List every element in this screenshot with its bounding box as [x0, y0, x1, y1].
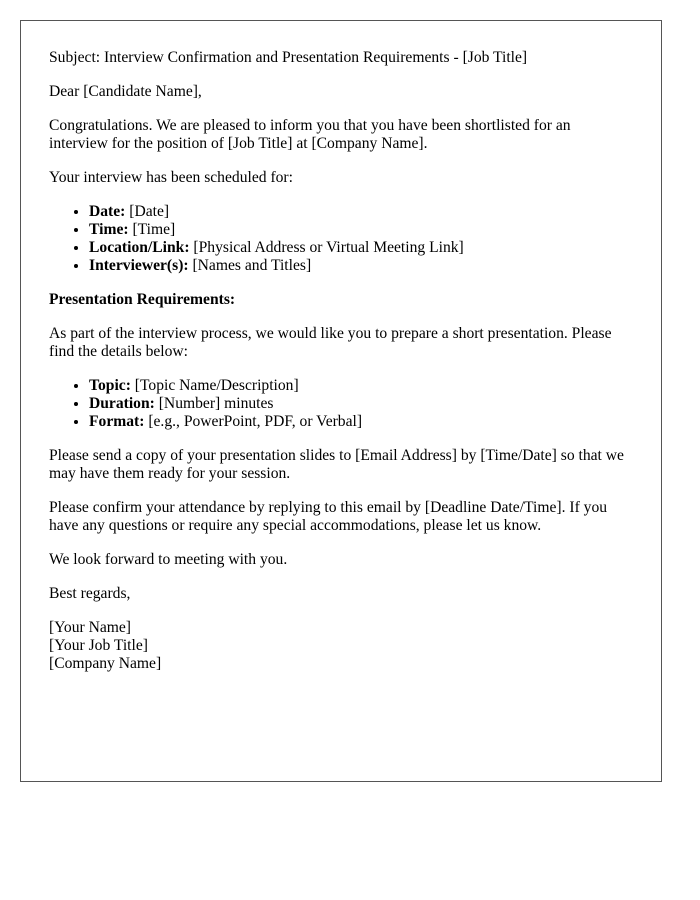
- schedule-label: Date:: [89, 203, 126, 220]
- schedule-value: [Date]: [125, 203, 170, 220]
- signature-company: [Company Name]: [49, 655, 162, 672]
- confirm-note: Please confirm your attendance by replying to this email by [Deadline Date/Time]. If you have any questions or require any special accommodations, please let us know.: [49, 499, 608, 534]
- presentation-item-duration: [89, 395, 633, 413]
- schedule-value: [Names and Titles]: [188, 257, 312, 274]
- schedule-label: Interviewer(s):: [89, 257, 189, 274]
- signature-name: [Your Name]: [49, 619, 132, 636]
- presentation-item-format: [89, 413, 633, 431]
- schedule-item-time: [89, 221, 633, 239]
- presentation-label: Format:: [89, 413, 145, 430]
- schedule-intro: Your interview has been scheduled for:: [49, 169, 293, 186]
- subject-line: Subject: Interview Confirmation and Presentation Requirements - [Job Title]: [49, 49, 528, 66]
- schedule-item-interviewers: [89, 257, 633, 275]
- closing-line: We look forward to meeting with you.: [49, 551, 288, 568]
- letter-document: [20, 20, 662, 782]
- schedule-list: [49, 203, 633, 275]
- presentation-item-topic: [89, 377, 633, 395]
- presentation-value: [e.g., PowerPoint, PDF, or Verbal]: [144, 413, 363, 430]
- presentation-list: [49, 377, 633, 431]
- schedule-item-date: [89, 203, 633, 221]
- signature-block: [49, 619, 633, 673]
- schedule-item-location: [89, 239, 633, 257]
- intro-paragraph: Congratulations. We are pleased to inform you that you have been shortlisted for an interview for the position of [Job Title] at [Company Name].: [49, 117, 571, 152]
- presentation-label: Topic:: [89, 377, 131, 394]
- schedule-label: Time:: [89, 221, 129, 238]
- presentation-heading: Presentation Requirements:: [49, 291, 236, 308]
- sign-off: Best regards,: [49, 585, 131, 602]
- presentation-value: [Topic Name/Description]: [130, 377, 299, 394]
- slides-note: Please send a copy of your presentation slides to [Email Address] by [Time/Date] so that we may have them ready for your session.: [49, 447, 624, 482]
- presentation-intro: As part of the interview process, we would like you to prepare a short presentation. Please find the details below:: [49, 325, 612, 360]
- signature-title: [Your Job Title]: [49, 637, 148, 654]
- schedule-value: [Physical Address or Virtual Meeting Link]: [189, 239, 464, 256]
- presentation-value: [Number] minutes: [154, 395, 274, 412]
- schedule-value: [Time]: [128, 221, 176, 238]
- schedule-label: Location/Link:: [89, 239, 190, 256]
- salutation: Dear [Candidate Name],: [49, 83, 202, 100]
- presentation-label: Duration:: [89, 395, 155, 412]
